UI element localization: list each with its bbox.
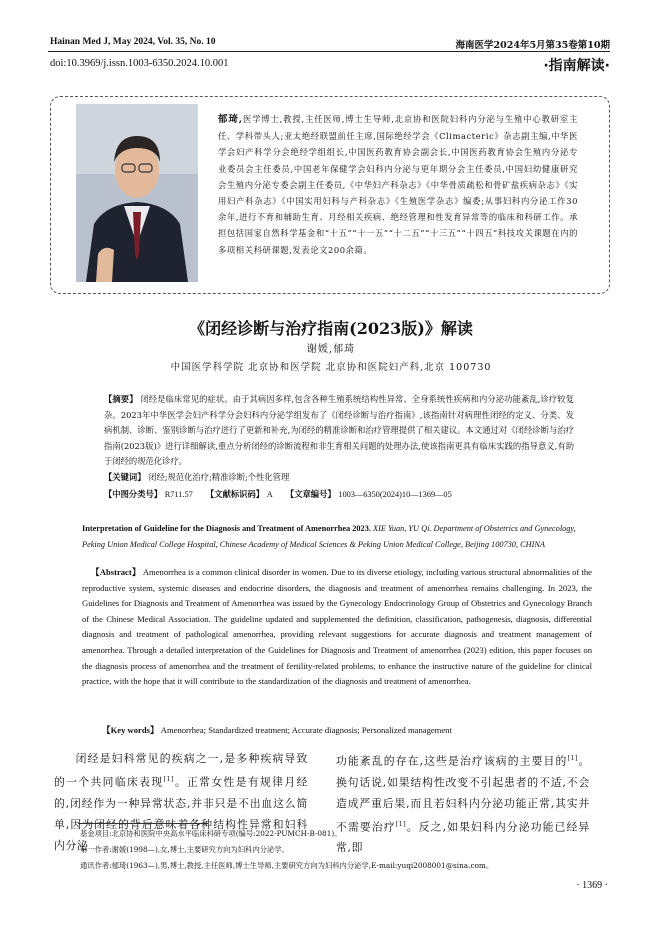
classification-line — [104, 488, 584, 500]
abstract-en-label: 【Abstract】 — [91, 567, 141, 577]
english-title-block — [82, 521, 592, 552]
clc-value: R711.57 — [164, 490, 193, 499]
footnotes — [80, 826, 493, 874]
abstract-cn — [104, 392, 574, 470]
article-affiliation: 中国医学科学院 北京协和医学院 北京协和医院妇产科,北京 100730 — [170, 362, 492, 373]
running-header-right: 海南医学2024年5月第35卷第10期 — [455, 40, 610, 51]
doi: doi:10.3969/j.issn.1003-6350.2024.10.001 — [50, 58, 229, 69]
citation-ref[interactable]: [1] — [163, 776, 175, 783]
page-number: · 1369 · — [576, 880, 608, 891]
citation-ref[interactable]: [1] — [567, 755, 579, 762]
abstract-cn-label: 【摘要】 — [104, 394, 138, 404]
footnote-funding: 基金项目:北京协和医院中央高水平临床科研专项(编号:2022-PUMCH-B-081)。 — [80, 829, 342, 838]
abstract-en — [82, 565, 592, 690]
author-portrait-image — [76, 104, 198, 282]
keywords-cn — [104, 471, 574, 483]
doc-code-label: 【文献标识码】 — [205, 489, 265, 499]
footnote-first-author: 第一作者:谢媛(1998—),女,博士,主要研究方向为妇科内分泌学。 — [80, 845, 289, 854]
author-photo — [76, 104, 198, 282]
article-number-label: 【文章编号】 — [285, 489, 336, 499]
author-bio-body: 医学博士,教授,主任医师,博士生导师,北京协和医院妇科内分泌与生殖中心教研室主任、学科带头人;亚太绝经联盟前任主席,国际绝经学会《Climacteric》杂志副主编,中华医学会妇产科学分会绝经学组组长,中国医药教育协会副会长,中国医药教育协会生殖内分泌专业委员会主任委员,中国老年保健学会妇科内分泌与更年期分会主任委员,中国妇幼健康研究会生殖内分泌专委会副主任委员,《中华妇产科杂志》《中华骨质疏松和骨矿盐疾病杂志》《实用妇产科杂志》《中国实用妇科与产科杂志》《生殖医学杂志》编委;从事妇科内分泌工作30余年,进行不育和辅助生育、月经相关疾病、绝经管理和性发育异常等的临床和科研工作。承担包括国家自然科学基金和“十五”“十一五”“十二五”“十三五”“十四五”科技攻关课题在内的多项相关科研课题,发表论文200余篇。 — [218, 114, 578, 255]
english-title: Interpretation of Guideline for the Diagnosis and Treatment of Amenorrhea 2023. — [82, 524, 371, 533]
keywords-en-label: 【Key words】 — [102, 725, 159, 735]
body-col1-text: 闭经是妇科常见的疾病之一,是多种疾病导致的一个共同临床表现 — [54, 752, 308, 789]
body-col1-text-b: 。正常女性是有规律月经的,闭经作为一种异常状态,并非只是不出血这么简单,因为闭经的背后意味着各种结构性异常和妇科内分泌 — [54, 775, 308, 852]
abstract-en-text: Amenorrhea is a common clinical disorder in women. Due to its diverse etiology, including various structural abnormalities of the reproductive system, systemic diseases and endocrine disorders, the diagnosis and treatment of amenorrhea remains challenging. In 2023, the Guidelines for Diagnosis and Treatment of Amenorrhea was issued by the Gynecology Endocrinology Group of Obstetrics and Gynecology Branch of the Chinese Medical Association. The guideline updated and supplemented the definition, classification, pathogenesis, diagnosis, differential diagnosis and treatment of pathological amenorrhea, providing relevant suggestions for accurate diagnosis and treatment management of amenorrhea. Through a detailed interpretation of the Guidelines for Diagnosis and Treatment of amenorrhea (2023) edition, this paper focuses on the diagnosis process of amenorrhea and the treatment of fertility-related problems, to enhance the instructive nature of the guideline for clinical practice, with the hope that it will contribute to the standardization of the diagnosis and treatment of amenorrhea. — [82, 567, 593, 687]
body-col2-text-b: 。换句话说,如果结构性改变不引起患者的不适,不会造成严重后果,而且若妇科内分泌功能正常,其实并不需要治疗 — [336, 754, 591, 834]
author-bio-text — [218, 111, 578, 258]
running-header-left: Hainan Med J, May 2024, Vol. 35, No. 10 — [50, 37, 216, 47]
clc-label: 【中图分类号】 — [104, 489, 163, 499]
footnote-rule — [78, 823, 208, 824]
body-col2-text-c: 。反之,如果妇科内分泌功能已经异常,即 — [336, 820, 590, 855]
keywords-en-text: Amenorrhea; Standardized treatment; Accurate diagnosis; Personalized management — [160, 725, 452, 735]
article-number-value: 1003—6350(2024)10—1369—05 — [338, 490, 452, 499]
article-title: 《闭经诊断与治疗指南(2023版)》解读 — [189, 319, 473, 338]
keywords-en — [102, 724, 452, 736]
section-tag: ·指南解读· — [543, 58, 610, 74]
header-rule — [48, 51, 610, 52]
footnote-corresponding-author: 通讯作者:郁琦(1963—),男,博士,教授,主任医师,博士生导师,主要研究方向为妇科内分泌学,E-mail:yuqi2008001@sina.com。 — [80, 861, 494, 870]
doc-code-value: A — [266, 490, 273, 499]
keywords-cn-text: 闭经;规范化治疗;精准诊断;个性化管理 — [148, 472, 290, 482]
english-authors-affiliation: XIE Yuan, YU Qi. Department of Obstetrics and Gynecology, Peking Union Medical College Hospital, Chinese Academy of Medical Sciences & Peking Union Medical College, Beijing 100730, CHINA — [82, 524, 576, 549]
article-authors: 谢媛,郁琦 — [306, 344, 356, 355]
keywords-cn-label: 【关键词】 — [104, 472, 146, 482]
citation-ref[interactable]: [1] — [395, 820, 407, 828]
author-name: 郁琦, — [218, 114, 243, 125]
body-col2-text: 功能紊乱的存在,这些是治疗该病的主要目的 — [336, 754, 568, 768]
abstract-cn-text: 闭经是临床常见的症状。由于其病因多样,包含各种生殖系统结构性异常、全身系统性疾病和内分泌功能紊乱,诊疗较复杂。2023年中华医学会妇产科学分会妇科内分泌学组发布了《闭经诊断与治疗指南》,该指南针对病理性闭经的定义、分类、发病机制、诊断、鉴别诊断与治疗进行了更新和补充,为闭经的精准诊断和治疗管理提供了相关建议。本文通过对《闭经诊断与治疗指南(2023版)》进行详细解读,重点分析闭经的诊断流程和非生育相关问题的处理办法,使该指南更具有临床实践的指导意义,有助于闭经的规范化诊疗。 — [104, 394, 574, 467]
